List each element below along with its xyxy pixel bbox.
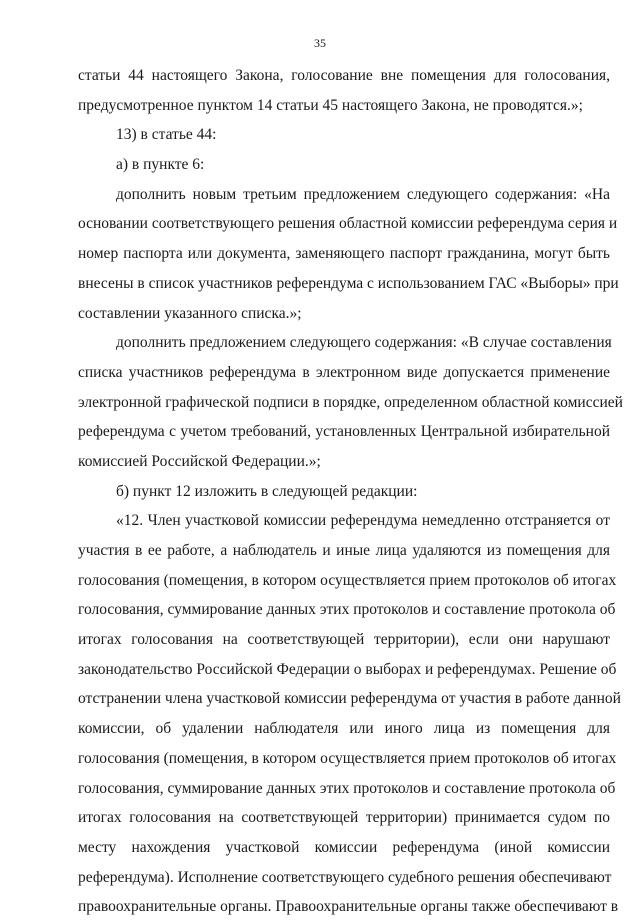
text-line: дополнить новым третьим предложением следующего содержания: «На xyxy=(116,185,610,203)
text-line: статьи 44 настоящего Закона, голосование вне помещения для голосования, xyxy=(78,67,610,84)
text-line: электронной графической подписи в порядке, определенном областной комиссией xyxy=(78,393,623,411)
text-line: голосования (помещения, в котором осуществляется прием протоколов об итогах xyxy=(78,749,617,767)
page-number: 35 xyxy=(314,36,326,50)
text-line: голосования (помещения, в котором осуществляется прием протоколов об итогах xyxy=(78,571,617,589)
text-line: 13) в статье 44: xyxy=(116,126,217,144)
text-line: участия в ее работе, а наблюдатель и иные лица удаляются из помещения для xyxy=(78,542,610,559)
text-line: законодательство Российской Федерации о выборах и референдумах. Решение об xyxy=(78,660,617,678)
text-line: комиссии, об удалении наблюдателя или иного лица из помещения для xyxy=(78,720,610,738)
text-line: б) пункт 12 изложить в следующей редакции: xyxy=(116,482,418,500)
text-line: референдума с учетом требований, установленных Центральной избирательной xyxy=(78,423,610,441)
text-line: правоохранительные органы. Правоохранительные органы также обеспечивают в xyxy=(78,898,619,916)
text-line: отстранении члена участковой комиссии референдума от участия в работе данной xyxy=(78,690,621,708)
text-line: референдума). Исполнение соответствующего судебного решения обеспечивают xyxy=(78,868,612,886)
text-line: основании соответствующего решения областной комиссии референдума серия и xyxy=(78,215,618,233)
text-line: а) в пункте 6: xyxy=(116,156,205,174)
text-line: голосования, суммирование данных этих протоколов и составление протокола об xyxy=(78,601,616,619)
document-body xyxy=(78,61,623,922)
text-line: «12. Член участковой комиссии референдума немедленно отстраняется от xyxy=(116,512,610,530)
text-line: голосования, суммирование данных этих протоколов и составление протокола об xyxy=(78,779,616,797)
text-line: номер паспорта или документа, заменяющего паспорт гражданина, могут быть xyxy=(78,245,610,263)
text-line: составлении указанного списка.»; xyxy=(78,304,302,322)
text-line: итогах голосования на соответствующей территории) принимается судом по xyxy=(78,809,610,827)
text-line: предусмотренное пунктом 14 статьи 45 настоящего Закона, не проводятся.»; xyxy=(78,96,583,114)
text-line: месту нахождения участковой комиссии референдума (иной комиссии xyxy=(78,838,610,856)
text-line: итогах голосования на соответствующей территории), если они нарушают xyxy=(78,631,610,649)
text-line: дополнить предложением следующего содержания: «В случае составления xyxy=(116,334,612,352)
text-line: списка участников референдума в электронном виде допускается применение xyxy=(78,363,610,381)
text-line: внесены в список участников референдума с использованием ГАС «Выборы» при xyxy=(78,274,619,292)
text-line: комиссией Российской Федерации.»; xyxy=(78,452,321,470)
